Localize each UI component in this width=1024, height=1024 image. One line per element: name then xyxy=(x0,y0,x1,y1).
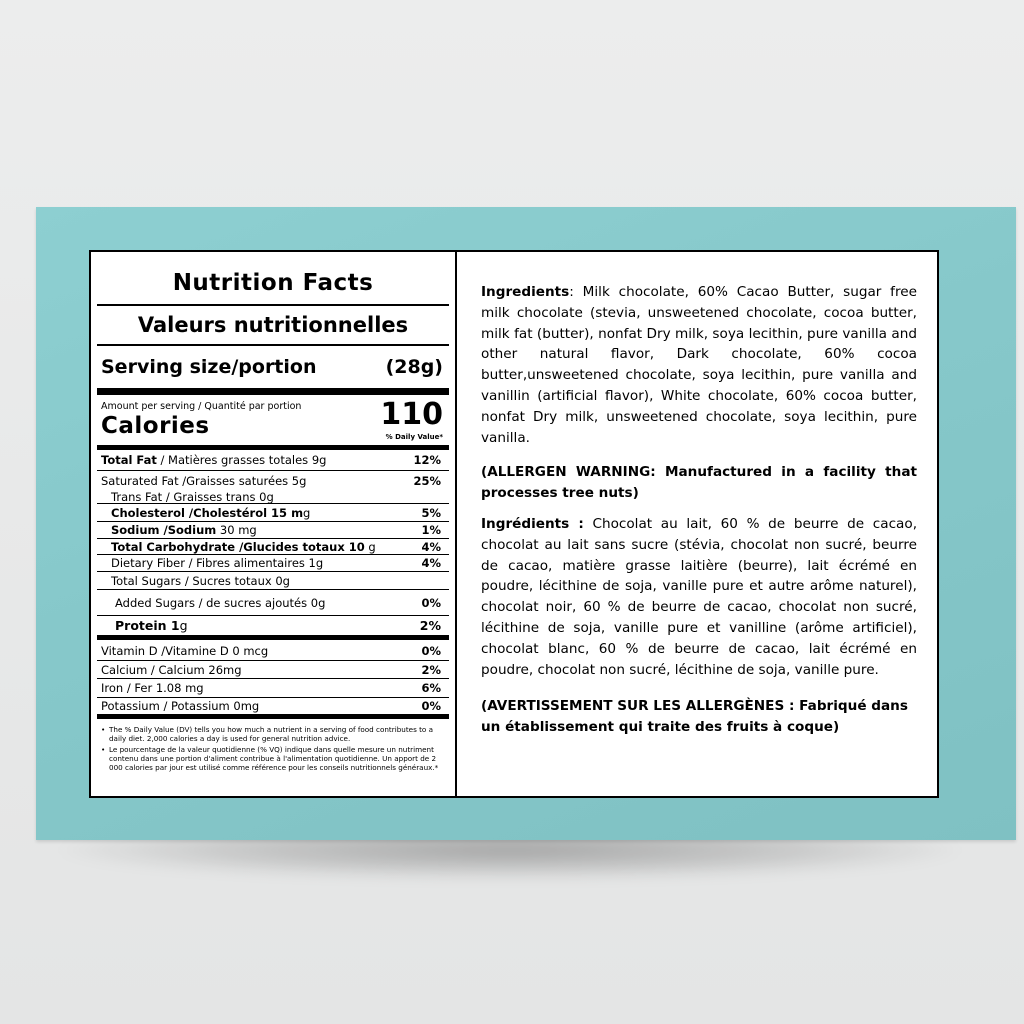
amount-per-serving: Amount per serving / Quantité par portion xyxy=(101,401,302,412)
nutrient-row-total-sugars: Total Sugars / Sucres totaux 0g xyxy=(97,572,449,590)
nutrient-row-carbohydrate: Total Carbohydrate /Glucides totaux 10 g 4% xyxy=(97,539,449,555)
vitamin-row-potassium: Potassium / Potassium 0mg 0% xyxy=(97,698,449,719)
nutrient-row-saturated-fat: Saturated Fat /Graisses saturées 5g 25% xyxy=(101,473,441,488)
nutrient-row-dietary-fiber: Dietary Fiber / Fibres alimentaires 1g 4% xyxy=(97,555,449,572)
nutrient-row-trans-fat: Trans Fat / Graisses trans 0g xyxy=(97,490,449,504)
ingredients-fr: Ingrédients : Chocolat au lait, 60 % de beurre de cacao, chocolat au lait sans sucre (stévia, chocolat non sucré, beurre de cacao, matière grasse laitière (beurre), lait écrémé en poudre, lécithine de soja, vanille pure et autre arôme naturel), chocolat noir, 60 % de beurre de cacao, chocolat non sucré, lécithine de soja, vanille pure et vanilline (arôme artificiel), chocolat blanc, 60 % de beurre de cacao, lait écrémé en poudre, chocolat non sucré, lécithine de soja, vanille pure. xyxy=(481,515,918,678)
calories-label: Calories xyxy=(101,413,210,439)
nutrition-facts-table xyxy=(91,252,457,796)
calories-block xyxy=(97,395,449,450)
allergen-warning-en: (ALLERGEN WARNING: Manufactured in a facility that processes tree nuts) xyxy=(481,464,917,502)
nutrient-row-total-fat: Total Fat / Matières grasses totales 9g 12% xyxy=(97,450,449,471)
nutrient-row-added-sugars: Added Sugars / de sucres ajoutés 0g 0% xyxy=(97,590,449,616)
serving-label: Serving size/portion xyxy=(101,356,317,378)
daily-value-footnote: • The % Daily Value (DV) tells you how much a nutrient in a serving of food contributes to a daily diet. 2,000 calories a day is used for general nutrition advice. • Le pourcentage de la valeur quotidienne (% VQ) indique dans quelle mesure un nutriment contenu dans une portion d'aliment contribue à l'alimentation quotidienne. Un apport de 2 000 calories par jour est utilisé comme référence pour les conseils nutritionnels généraux.* xyxy=(97,719,449,772)
nutrient-row-protein: Protein 1g 2% xyxy=(97,616,449,640)
serving-value: (28g) xyxy=(385,356,443,378)
label-panel xyxy=(89,250,939,798)
vitamin-row-iron: Iron / Fer 1.08 mg 6% xyxy=(97,679,449,698)
daily-value-header: % Daily Value* xyxy=(385,433,443,441)
footnote-en: The % Daily Value (DV) tells you how much a nutrient in a serving of food contributes to a daily diet. 2,000 calories a day is used for general nutrition advice. xyxy=(109,725,433,743)
nutrient-row-cholesterol: Cholesterol /Cholestérol 15 mg 5% xyxy=(97,504,449,522)
vitamin-row-vitamin-d: Vitamin D /Vitamine D 0 mcg 0% xyxy=(97,642,449,661)
allergen-warning-fr: (AVERTISSEMENT SUR LES ALLERGÈNES : Fabriqué dans un établissement qui traite des fruits à coque) xyxy=(481,698,908,736)
calories-value: 110 xyxy=(380,397,443,432)
vitamin-row-calcium: Calcium / Calcium 26mg 2% xyxy=(97,661,449,679)
nutrition-title-fr: Valeurs nutritionnelles xyxy=(97,306,449,346)
serving-size xyxy=(97,346,449,395)
nutrition-title-en: Nutrition Facts xyxy=(97,252,449,306)
ingredients-en: Ingredients: Milk chocolate, 60% Cacao Butter, sugar free milk chocolate (stevia, unsweetened chocolate, cocoa butter, milk fat (butter), nonfat Dry milk, soya lecithin, pure vanilla and other natural flavor, Dark chocolate, 60% cocoa butter,unsweetened chocolate, soya lecithin, pure vanilla and vanillin (artificial flavor), White chocolate, 60% cocoa butter, nonfat Dry milk, unsweetened chocolate, soya lecithin, pure vanilla. xyxy=(481,284,917,446)
nutrient-row-sodium: Sodium /Sodium 30 mg 1% xyxy=(97,522,449,539)
footnote-fr: Le pourcentage de la valeur quotidienne (% VQ) indique dans quelle mesure un nutriment contenu dans une portion d'aliment contribue à l'alimentation quotidienne. Un apport de 2 000 calories par jour est utilisé comme référence pour les conseils nutritionnels généraux.* xyxy=(109,745,439,772)
ingredients-section xyxy=(481,282,917,738)
